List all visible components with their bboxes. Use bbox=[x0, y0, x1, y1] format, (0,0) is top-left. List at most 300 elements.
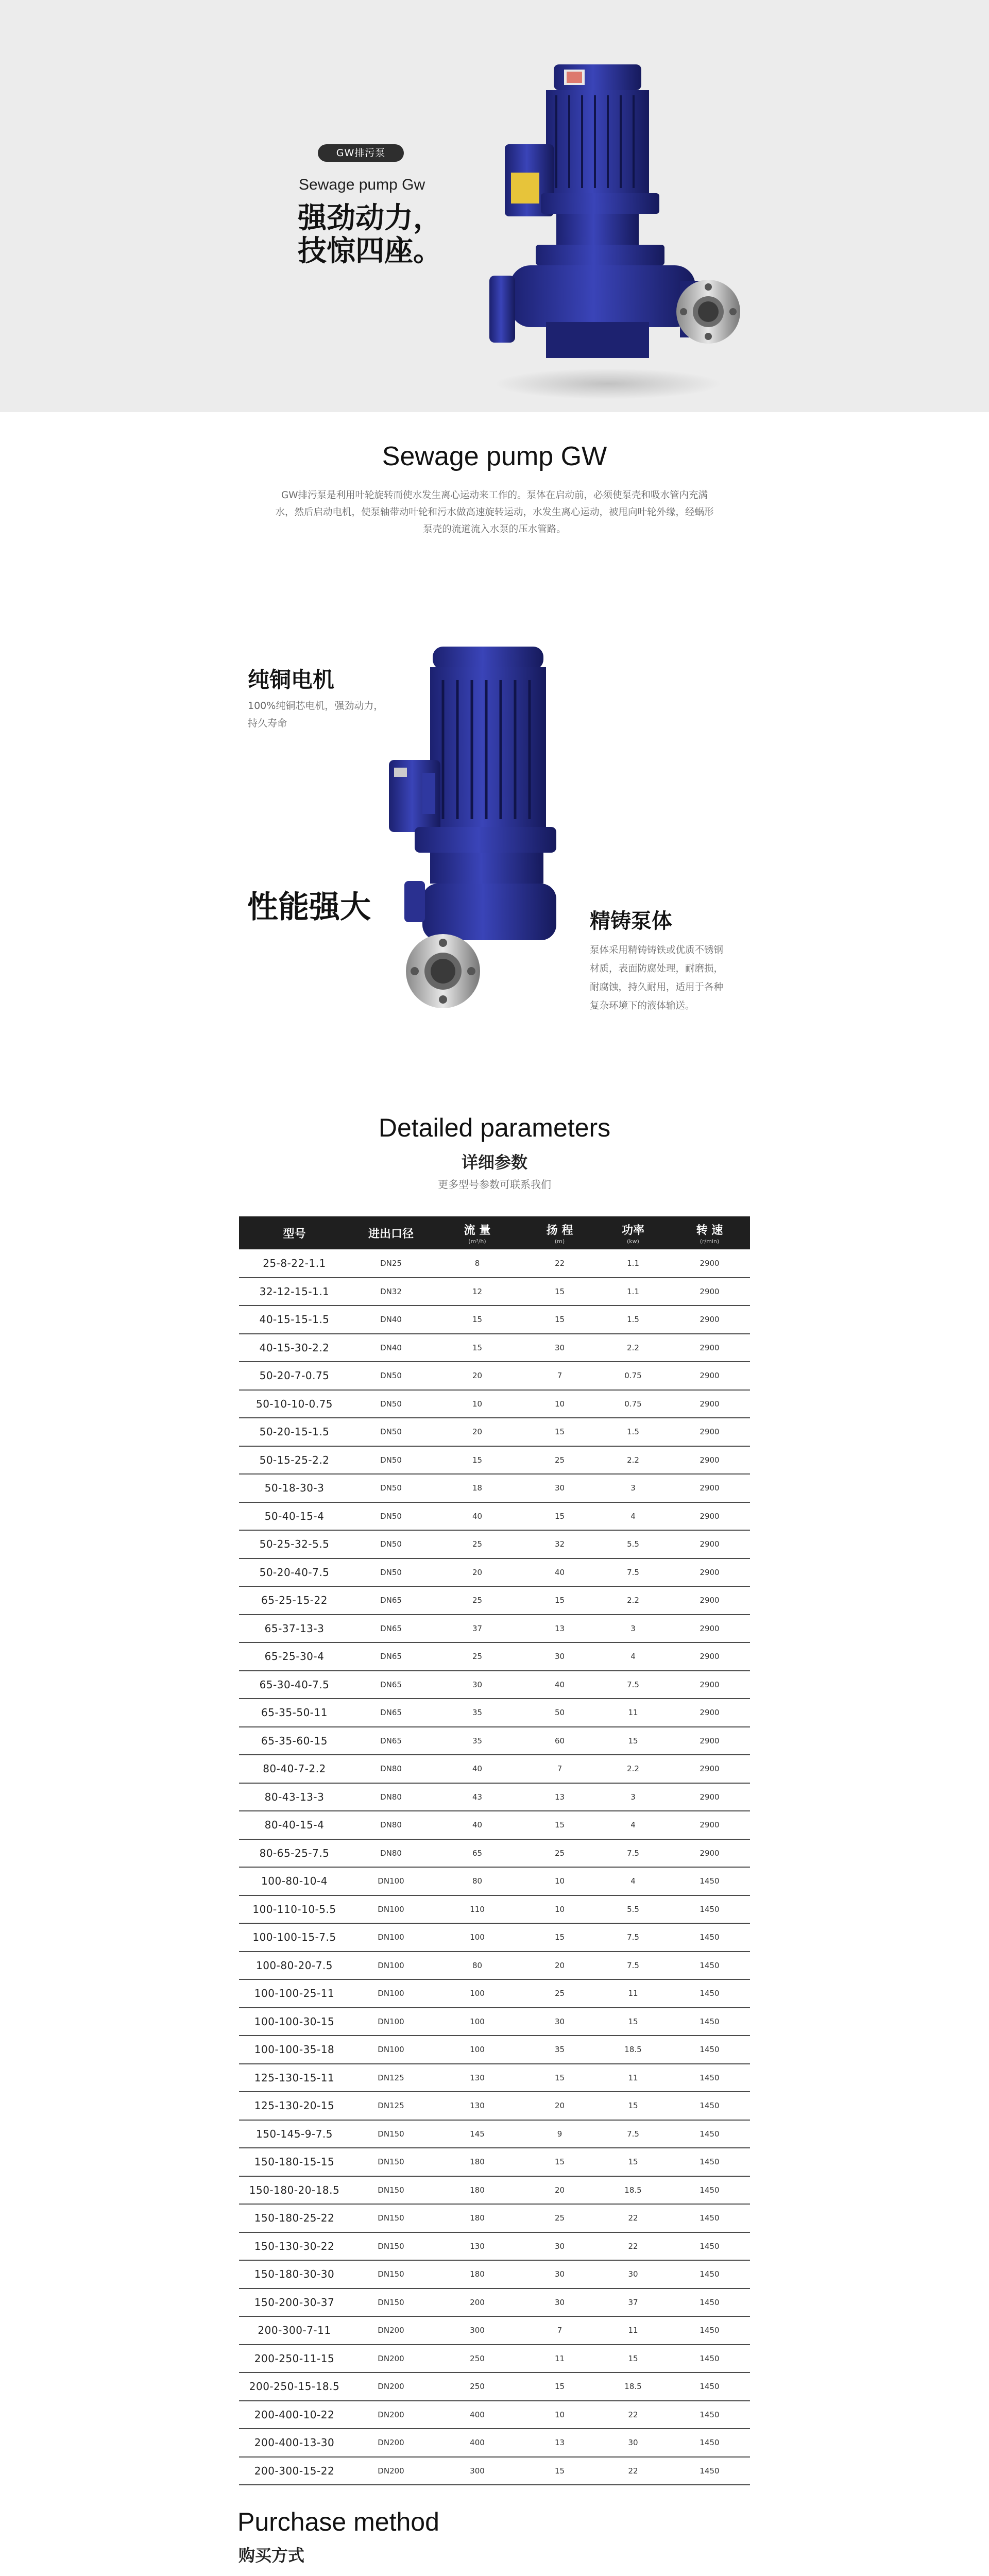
cell-flow: 37 bbox=[432, 1615, 522, 1643]
cell-speed: 1450 bbox=[669, 2345, 750, 2373]
cell-speed: 2900 bbox=[669, 1530, 750, 1558]
table-row bbox=[239, 1306, 750, 1334]
cell-head: 7 bbox=[522, 2316, 597, 2345]
table-row bbox=[239, 1895, 750, 1924]
params-note: 更多型号参数可联系我们 bbox=[438, 1178, 551, 1191]
cell-speed: 2900 bbox=[669, 1502, 750, 1531]
table-row bbox=[239, 1755, 750, 1783]
cell-flow: 130 bbox=[432, 2064, 522, 2092]
cell-model: 150-180-15-15 bbox=[239, 2148, 350, 2176]
cell-head: 30 bbox=[522, 1334, 597, 1362]
table-row bbox=[239, 2008, 750, 2036]
table-row bbox=[239, 1278, 750, 1306]
cell-speed: 1450 bbox=[669, 1867, 750, 1895]
cell-flow: 20 bbox=[432, 1558, 522, 1587]
cell-flow: 250 bbox=[432, 2372, 522, 2401]
header-label: 流 量 bbox=[464, 1224, 491, 1237]
cell-speed: 1450 bbox=[669, 2120, 750, 2148]
cell-model: 100-100-35-18 bbox=[239, 2036, 350, 2064]
cell-port: DN80 bbox=[350, 1755, 432, 1783]
cell-port: DN150 bbox=[350, 2120, 432, 2148]
cell-port: DN200 bbox=[350, 2316, 432, 2345]
cell-head: 15 bbox=[522, 2457, 597, 2485]
cell-flow: 180 bbox=[432, 2204, 522, 2232]
cell-power: 15 bbox=[597, 2148, 669, 2176]
cell-port: DN200 bbox=[350, 2372, 432, 2401]
cell-flow: 15 bbox=[432, 1334, 522, 1362]
cell-flow: 300 bbox=[432, 2316, 522, 2345]
cell-speed: 2900 bbox=[669, 1418, 750, 1446]
cell-flow: 12 bbox=[432, 1278, 522, 1306]
cell-model: 65-37-13-3 bbox=[239, 1615, 350, 1643]
cell-head: 30 bbox=[522, 2232, 597, 2261]
cell-port: DN25 bbox=[350, 1249, 432, 1278]
table-row bbox=[239, 1418, 750, 1446]
cell-model: 200-400-13-30 bbox=[239, 2429, 350, 2457]
purchase-title: Purchase method bbox=[237, 2507, 439, 2536]
cell-port: DN32 bbox=[350, 1278, 432, 1306]
cell-power: 2.2 bbox=[597, 1446, 669, 1475]
cell-speed: 1450 bbox=[669, 1952, 750, 1980]
cell-head: 40 bbox=[522, 1558, 597, 1587]
cell-flow: 80 bbox=[432, 1952, 522, 1980]
cell-model: 25-8-22-1.1 bbox=[239, 1249, 350, 1278]
cell-flow: 25 bbox=[432, 1530, 522, 1558]
cell-head: 10 bbox=[522, 2401, 597, 2429]
cell-flow: 200 bbox=[432, 2289, 522, 2317]
cell-power: 3 bbox=[597, 1783, 669, 1811]
cell-flow: 20 bbox=[432, 1418, 522, 1446]
cell-port: DN50 bbox=[350, 1502, 432, 1531]
cell-head: 22 bbox=[522, 1249, 597, 1278]
cell-power: 1.5 bbox=[597, 1418, 669, 1446]
cell-head: 15 bbox=[522, 1586, 597, 1615]
table-row bbox=[239, 2148, 750, 2176]
cell-port: DN200 bbox=[350, 2345, 432, 2373]
cell-model: 50-20-40-7.5 bbox=[239, 1558, 350, 1587]
cell-power: 15 bbox=[597, 1727, 669, 1755]
feature-body-desc-line: 复杂环境下的液体输送。 bbox=[590, 1001, 695, 1011]
cell-model: 200-300-7-11 bbox=[239, 2316, 350, 2345]
cell-speed: 2900 bbox=[669, 1727, 750, 1755]
header-label: 型号 bbox=[283, 1227, 306, 1241]
cell-power: 7.5 bbox=[597, 1839, 669, 1868]
cell-flow: 40 bbox=[432, 1502, 522, 1531]
cell-power: 11 bbox=[597, 1699, 669, 1727]
cell-port: DN50 bbox=[350, 1390, 432, 1418]
cell-head: 30 bbox=[522, 2289, 597, 2317]
cell-speed: 2900 bbox=[669, 1249, 750, 1278]
cell-speed: 2900 bbox=[669, 1306, 750, 1334]
table-row bbox=[239, 2036, 750, 2064]
cell-head: 13 bbox=[522, 1615, 597, 1643]
cell-model: 80-40-7-2.2 bbox=[239, 1755, 350, 1783]
cell-port: DN150 bbox=[350, 2204, 432, 2232]
cell-port: DN65 bbox=[350, 1727, 432, 1755]
cell-head: 11 bbox=[522, 2345, 597, 2373]
cell-head: 50 bbox=[522, 1699, 597, 1727]
cell-model: 80-40-15-4 bbox=[239, 1811, 350, 1839]
table-row bbox=[239, 1530, 750, 1558]
header-port bbox=[350, 1216, 432, 1249]
header-label: 扬 程 bbox=[546, 1224, 573, 1237]
cell-flow: 40 bbox=[432, 1811, 522, 1839]
cell-flow: 180 bbox=[432, 2176, 522, 2205]
cell-port: DN100 bbox=[350, 1979, 432, 2008]
table-row bbox=[239, 2429, 750, 2457]
cell-power: 0.75 bbox=[597, 1362, 669, 1390]
table-row bbox=[239, 2064, 750, 2092]
cell-power: 18.5 bbox=[597, 2176, 669, 2205]
cell-head: 7 bbox=[522, 1755, 597, 1783]
cell-model: 50-20-7-0.75 bbox=[239, 1362, 350, 1390]
cell-speed: 2900 bbox=[669, 1755, 750, 1783]
cell-power: 1.1 bbox=[597, 1249, 669, 1278]
cell-port: DN150 bbox=[350, 2289, 432, 2317]
cell-head: 15 bbox=[522, 1418, 597, 1446]
feature-motor-title: 纯铜电机 bbox=[248, 667, 335, 692]
table-row bbox=[239, 2289, 750, 2317]
cell-flow: 18 bbox=[432, 1474, 522, 1502]
cell-power: 4 bbox=[597, 1502, 669, 1531]
table-row bbox=[239, 2120, 750, 2148]
hero-banner bbox=[0, 0, 989, 412]
cell-port: DN50 bbox=[350, 1530, 432, 1558]
table-header-row bbox=[239, 1216, 750, 1249]
cell-power: 30 bbox=[597, 2260, 669, 2289]
cell-power: 30 bbox=[597, 2429, 669, 2457]
table-row bbox=[239, 1952, 750, 1980]
cell-flow: 100 bbox=[432, 1979, 522, 2008]
feature-motor-desc-line: 100%纯铜芯电机，强劲动力， bbox=[248, 700, 384, 711]
table-row bbox=[239, 1839, 750, 1868]
cell-speed: 2900 bbox=[669, 1474, 750, 1502]
cell-head: 30 bbox=[522, 2260, 597, 2289]
table-row bbox=[239, 1615, 750, 1643]
cell-power: 22 bbox=[597, 2401, 669, 2429]
cell-model: 200-400-10-22 bbox=[239, 2401, 350, 2429]
cell-speed: 1450 bbox=[669, 2372, 750, 2401]
cell-power: 3 bbox=[597, 1474, 669, 1502]
cell-model: 200-250-15-18.5 bbox=[239, 2372, 350, 2401]
cell-model: 100-80-20-7.5 bbox=[239, 1952, 350, 1980]
cell-power: 3 bbox=[597, 1615, 669, 1643]
cell-model: 50-40-15-4 bbox=[239, 1502, 350, 1531]
params-title: Detailed parameters bbox=[378, 1113, 611, 1142]
cell-speed: 1450 bbox=[669, 2176, 750, 2205]
header-unit: (r/min) bbox=[700, 1238, 720, 1245]
table-row bbox=[239, 1558, 750, 1587]
cell-head: 40 bbox=[522, 1671, 597, 1699]
cell-speed: 2900 bbox=[669, 1586, 750, 1615]
cell-port: DN65 bbox=[350, 1642, 432, 1671]
cell-model: 65-35-60-15 bbox=[239, 1727, 350, 1755]
cell-speed: 1450 bbox=[669, 2401, 750, 2429]
cell-model: 80-65-25-7.5 bbox=[239, 1839, 350, 1868]
cell-power: 4 bbox=[597, 1867, 669, 1895]
cell-head: 32 bbox=[522, 1530, 597, 1558]
cell-speed: 2900 bbox=[669, 1390, 750, 1418]
cell-head: 60 bbox=[522, 1727, 597, 1755]
cell-port: DN50 bbox=[350, 1558, 432, 1587]
cell-model: 32-12-15-1.1 bbox=[239, 1278, 350, 1306]
table-row bbox=[239, 1699, 750, 1727]
cell-flow: 65 bbox=[432, 1839, 522, 1868]
cell-flow: 25 bbox=[432, 1642, 522, 1671]
cell-model: 150-180-25-22 bbox=[239, 2204, 350, 2232]
cell-port: DN80 bbox=[350, 1783, 432, 1811]
cell-power: 0.75 bbox=[597, 1390, 669, 1418]
feature-body-desc-line: 耐腐蚀，持久耐用，适用于各种 bbox=[590, 982, 724, 993]
cell-speed: 1450 bbox=[669, 1923, 750, 1952]
cell-port: DN40 bbox=[350, 1306, 432, 1334]
cell-model: 150-130-30-22 bbox=[239, 2232, 350, 2261]
header-flow bbox=[432, 1216, 522, 1249]
header-speed bbox=[669, 1216, 750, 1249]
hero-headline-line: 强劲动力， bbox=[298, 201, 442, 235]
table-row bbox=[239, 2401, 750, 2429]
cell-flow: 400 bbox=[432, 2429, 522, 2457]
cell-model: 125-130-15-11 bbox=[239, 2064, 350, 2092]
cell-port: DN200 bbox=[350, 2401, 432, 2429]
table-row bbox=[239, 1502, 750, 1531]
cell-model: 65-35-50-11 bbox=[239, 1699, 350, 1727]
cell-port: DN50 bbox=[350, 1418, 432, 1446]
cell-speed: 2900 bbox=[669, 1558, 750, 1587]
feature-body-desc bbox=[590, 941, 723, 1015]
cell-power: 1.1 bbox=[597, 1278, 669, 1306]
cell-power: 7.5 bbox=[597, 2120, 669, 2148]
cell-power: 4 bbox=[597, 1642, 669, 1671]
cell-head: 15 bbox=[522, 1502, 597, 1531]
header-head bbox=[522, 1216, 597, 1249]
cell-speed: 2900 bbox=[669, 1362, 750, 1390]
cell-speed: 1450 bbox=[669, 1979, 750, 2008]
header-model bbox=[239, 1216, 350, 1249]
cell-head: 15 bbox=[522, 1306, 597, 1334]
table-row bbox=[239, 1249, 750, 1278]
cell-model: 50-10-10-0.75 bbox=[239, 1390, 350, 1418]
cell-power: 1.5 bbox=[597, 1306, 669, 1334]
header-unit: (m³/h) bbox=[468, 1238, 486, 1245]
header-label: 功率 bbox=[621, 1224, 644, 1237]
table-body bbox=[239, 1249, 750, 2485]
cell-speed: 1450 bbox=[669, 2232, 750, 2261]
cell-port: DN100 bbox=[350, 1867, 432, 1895]
cell-model: 150-145-9-7.5 bbox=[239, 2120, 350, 2148]
cell-port: DN150 bbox=[350, 2232, 432, 2261]
cell-power: 37 bbox=[597, 2289, 669, 2317]
cell-model: 100-100-25-11 bbox=[239, 1979, 350, 2008]
cell-flow: 43 bbox=[432, 1783, 522, 1811]
cell-model: 150-180-20-18.5 bbox=[239, 2176, 350, 2205]
cell-head: 35 bbox=[522, 2036, 597, 2064]
cell-power: 22 bbox=[597, 2204, 669, 2232]
cell-model: 50-15-25-2.2 bbox=[239, 1446, 350, 1475]
cell-port: DN150 bbox=[350, 2148, 432, 2176]
cell-flow: 130 bbox=[432, 2232, 522, 2261]
cell-power: 2.2 bbox=[597, 1334, 669, 1362]
cell-head: 25 bbox=[522, 2204, 597, 2232]
cell-power: 11 bbox=[597, 2316, 669, 2345]
cell-speed: 2900 bbox=[669, 1278, 750, 1306]
table-row bbox=[239, 1811, 750, 1839]
cell-speed: 1450 bbox=[669, 2064, 750, 2092]
cell-head: 15 bbox=[522, 1923, 597, 1952]
table-row bbox=[239, 1783, 750, 1811]
cell-flow: 100 bbox=[432, 1923, 522, 1952]
table-row bbox=[239, 2092, 750, 2120]
cell-power: 2.2 bbox=[597, 1755, 669, 1783]
hero-pump-image bbox=[479, 54, 747, 404]
cell-flow: 10 bbox=[432, 1390, 522, 1418]
params-subtitle: 详细参数 bbox=[461, 1153, 527, 1172]
cell-speed: 1450 bbox=[669, 1895, 750, 1924]
cell-flow: 30 bbox=[432, 1671, 522, 1699]
product-badge: GW排污泵 bbox=[318, 144, 404, 162]
cell-head: 20 bbox=[522, 1952, 597, 1980]
cell-speed: 1450 bbox=[669, 2092, 750, 2120]
cell-port: DN100 bbox=[350, 2008, 432, 2036]
cell-head: 13 bbox=[522, 1783, 597, 1811]
cell-head: 10 bbox=[522, 1895, 597, 1924]
cell-speed: 2900 bbox=[669, 1783, 750, 1811]
cell-speed: 2900 bbox=[669, 1671, 750, 1699]
cell-model: 65-30-40-7.5 bbox=[239, 1671, 350, 1699]
cell-model: 40-15-15-1.5 bbox=[239, 1306, 350, 1334]
cell-head: 25 bbox=[522, 1446, 597, 1475]
cell-head: 15 bbox=[522, 2064, 597, 2092]
cell-head: 25 bbox=[522, 1979, 597, 2008]
cell-power: 22 bbox=[597, 2232, 669, 2261]
hero-subtitle: Sewage pump Gw bbox=[299, 176, 425, 193]
cell-port: DN100 bbox=[350, 2036, 432, 2064]
cell-power: 15 bbox=[597, 2345, 669, 2373]
cell-head: 30 bbox=[522, 1474, 597, 1502]
table-row bbox=[239, 2204, 750, 2232]
table-row bbox=[239, 1727, 750, 1755]
cell-port: DN80 bbox=[350, 1811, 432, 1839]
table-row bbox=[239, 1474, 750, 1502]
cell-head: 15 bbox=[522, 1278, 597, 1306]
cell-flow: 145 bbox=[432, 2120, 522, 2148]
cell-port: DN100 bbox=[350, 1895, 432, 1924]
cell-speed: 1450 bbox=[669, 2204, 750, 2232]
cell-speed: 2900 bbox=[669, 1615, 750, 1643]
cell-head: 30 bbox=[522, 2008, 597, 2036]
feature-power-title: 性能强大 bbox=[247, 889, 371, 925]
cell-speed: 2900 bbox=[669, 1334, 750, 1362]
cell-speed: 2900 bbox=[669, 1446, 750, 1475]
header-label: 进出口径 bbox=[368, 1227, 414, 1241]
cell-head: 10 bbox=[522, 1867, 597, 1895]
table-row bbox=[239, 1867, 750, 1895]
cell-power: 15 bbox=[597, 2008, 669, 2036]
cell-speed: 2900 bbox=[669, 1839, 750, 1868]
cell-port: DN65 bbox=[350, 1586, 432, 1615]
cell-power: 22 bbox=[597, 2457, 669, 2485]
cell-head: 7 bbox=[522, 1362, 597, 1390]
cell-port: DN40 bbox=[350, 1334, 432, 1362]
cell-model: 65-25-15-22 bbox=[239, 1586, 350, 1615]
cell-port: DN200 bbox=[350, 2429, 432, 2457]
table-row bbox=[239, 1586, 750, 1615]
intro-title: Sewage pump GW bbox=[382, 442, 607, 471]
cell-model: 80-43-13-3 bbox=[239, 1783, 350, 1811]
table-row bbox=[239, 1362, 750, 1390]
feature-body-desc-line: 材质，表面防腐处理，耐磨损， bbox=[590, 963, 724, 974]
cell-speed: 1450 bbox=[669, 2457, 750, 2485]
feature-body-desc-line: 泵体采用精铸铸铁或优质不锈钢 bbox=[590, 945, 724, 956]
cell-power: 2.2 bbox=[597, 1586, 669, 1615]
table-row bbox=[239, 2457, 750, 2485]
cell-power: 5.5 bbox=[597, 1530, 669, 1558]
table-row bbox=[239, 2176, 750, 2205]
cell-speed: 1450 bbox=[669, 2316, 750, 2345]
purchase-subtitle: 购买方式 bbox=[238, 2546, 305, 2565]
cell-flow: 100 bbox=[432, 2036, 522, 2064]
cell-model: 150-200-30-37 bbox=[239, 2289, 350, 2317]
parameters-table bbox=[239, 1216, 750, 2485]
cell-speed: 1450 bbox=[669, 2429, 750, 2457]
cell-model: 125-130-20-15 bbox=[239, 2092, 350, 2120]
cell-head: 15 bbox=[522, 1811, 597, 1839]
cell-flow: 25 bbox=[432, 1586, 522, 1615]
cell-flow: 80 bbox=[432, 1867, 522, 1895]
cell-power: 7.5 bbox=[597, 1952, 669, 1980]
cell-port: DN200 bbox=[350, 2457, 432, 2485]
cell-port: DN50 bbox=[350, 1446, 432, 1475]
cell-flow: 110 bbox=[432, 1895, 522, 1924]
cell-flow: 180 bbox=[432, 2260, 522, 2289]
cell-flow: 250 bbox=[432, 2345, 522, 2373]
cell-power: 7.5 bbox=[597, 1558, 669, 1587]
cell-flow: 300 bbox=[432, 2457, 522, 2485]
cell-model: 40-15-30-2.2 bbox=[239, 1334, 350, 1362]
cell-model: 100-100-30-15 bbox=[239, 2008, 350, 2036]
cell-flow: 130 bbox=[432, 2092, 522, 2120]
cell-power: 5.5 bbox=[597, 1895, 669, 1924]
cell-head: 15 bbox=[522, 2148, 597, 2176]
cell-speed: 1450 bbox=[669, 2148, 750, 2176]
cell-flow: 15 bbox=[432, 1306, 522, 1334]
cell-port: DN125 bbox=[350, 2064, 432, 2092]
cell-head: 20 bbox=[522, 2176, 597, 2205]
cell-port: DN65 bbox=[350, 1671, 432, 1699]
cell-flow: 40 bbox=[432, 1755, 522, 1783]
table-row bbox=[239, 1390, 750, 1418]
cell-speed: 1450 bbox=[669, 2008, 750, 2036]
cell-power: 11 bbox=[597, 2064, 669, 2092]
cell-power: 7.5 bbox=[597, 1923, 669, 1952]
table-row bbox=[239, 2316, 750, 2345]
cell-head: 30 bbox=[522, 1642, 597, 1671]
table-row bbox=[239, 2232, 750, 2261]
cell-port: DN65 bbox=[350, 1615, 432, 1643]
intro-description: GW排污泵是利用叶轮旋转而使水发生离心运动来工作的。泵体在启动前，必须使泵壳和吸水管内充满水，然后启动电机，使泵轴带动叶轮和污水做高速旋转运动，水发生离心运动，被甩向叶轮外缘，经蜗形泵壳的流道流入水泵的压水管路。 bbox=[275, 490, 714, 535]
cell-flow: 100 bbox=[432, 2008, 522, 2036]
table-row bbox=[239, 2372, 750, 2401]
cell-model: 100-80-10-4 bbox=[239, 1867, 350, 1895]
cell-model: 100-100-15-7.5 bbox=[239, 1923, 350, 1952]
cell-flow: 8 bbox=[432, 1249, 522, 1278]
table-row bbox=[239, 1642, 750, 1671]
cell-port: DN80 bbox=[350, 1839, 432, 1868]
cell-flow: 180 bbox=[432, 2148, 522, 2176]
feature-pump-image bbox=[381, 644, 587, 1036]
hero-headline-line: 技惊四座。 bbox=[298, 234, 442, 268]
cell-head: 25 bbox=[522, 1839, 597, 1868]
